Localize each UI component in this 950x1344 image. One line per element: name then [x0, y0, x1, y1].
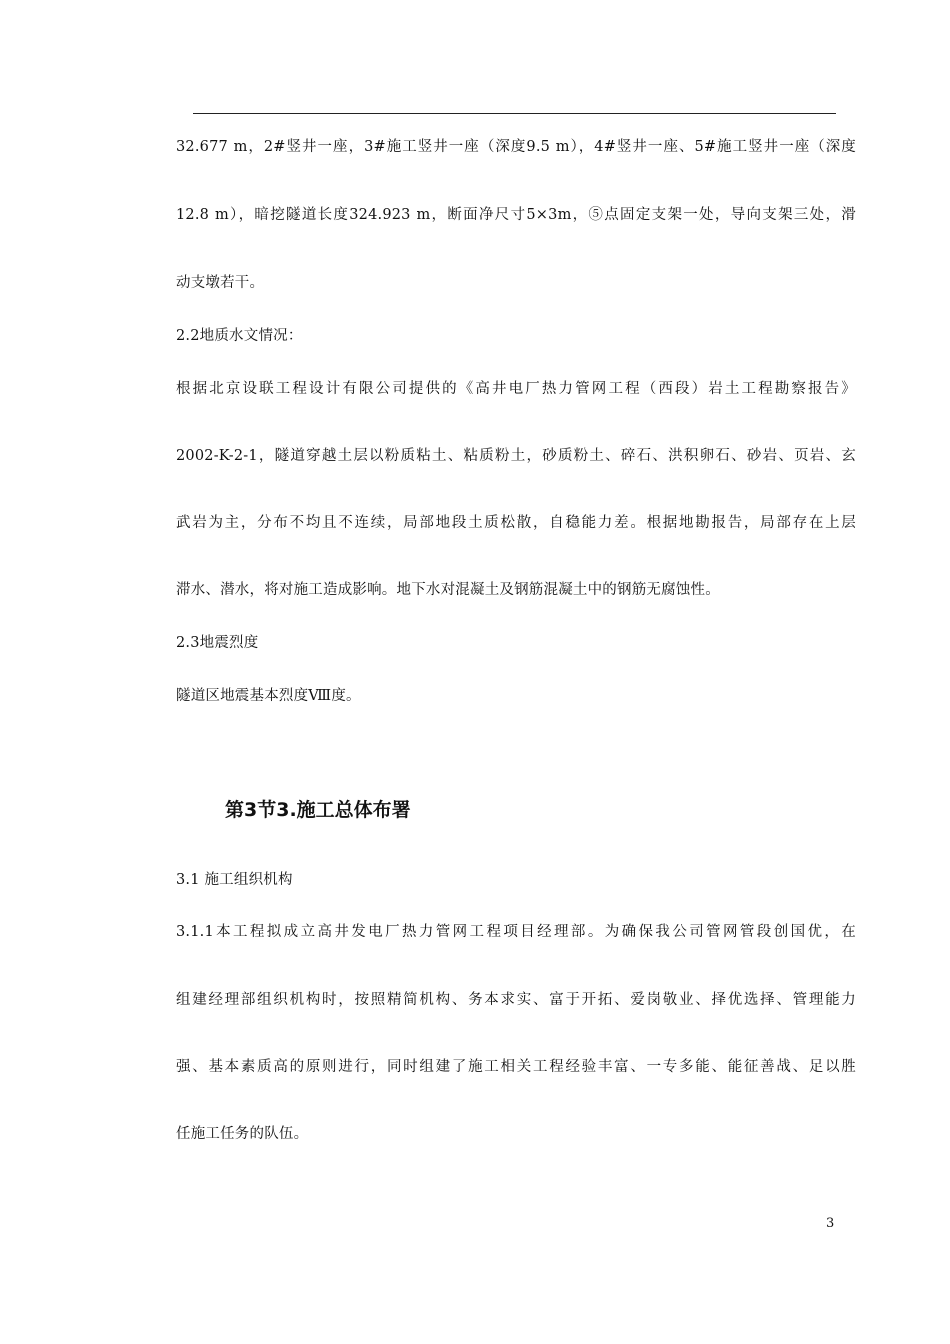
body-line-4: 根据北京设联工程设计有限公司提供的《高井电厂热力管网工程（西段）岩土工程勘察报告》 — [176, 381, 856, 397]
body-line-11: 强、基本素质高的原则进行，同时组建了施工相关工程经验丰富、一专多能、能征善战、足以胜 — [176, 1059, 856, 1075]
section-heading: 第3节3.施工总体布署 — [225, 799, 411, 821]
header-rule — [193, 113, 836, 114]
body-line-10: 组建经理部组织机构时，按照精简机构、务本求实、富于开拓、爱岗敬业、择优选择、管理能力 — [176, 992, 856, 1008]
body-line-8: 隧道区地震基本烈度Ⅷ度。 — [176, 688, 361, 704]
body-line-12: 任施工任务的队伍。 — [176, 1126, 309, 1142]
body-line-9: 3.1.1本工程拟成立高井发电厂热力管网工程项目经理部。为确保我公司管网管段创国优，在 — [176, 924, 856, 940]
subheading-organization: 3.1 施工组织机构 — [176, 872, 293, 888]
body-line-7: 滞水、潜水，将对施工造成影响。地下水对混凝土及钢筋混凝土中的钢筋无腐蚀性。 — [176, 582, 720, 598]
page-number: 3 — [826, 1216, 835, 1231]
body-line-5: 2002-K-2-1，隧道穿越土层以粉质粘土、粘质粉土，砂质粉土、碎石、洪积卵石、砂岩、页岩、玄 — [176, 448, 856, 464]
body-line-2: 12.8 m），暗挖隧道长度324.923 m，断面净尺寸5×3m，⑤点固定支架一处，导向支架三处，滑 — [176, 207, 856, 223]
body-line-6: 武岩为主，分布不均且不连续，局部地段土质松散，自稳能力差。根据地勘报告，局部存在上层 — [176, 515, 856, 531]
subheading-geology: 2.2地质水文情况： — [176, 328, 303, 344]
body-line-1: 32.677 m，2#竖井一座，3#施工竖井一座（深度9.5 m），4#竖井一座、5#施工竖井一座（深度 — [176, 139, 856, 155]
subheading-seismic: 2.3地震烈度 — [176, 635, 259, 651]
body-line-3: 动支墩若干。 — [176, 275, 265, 291]
